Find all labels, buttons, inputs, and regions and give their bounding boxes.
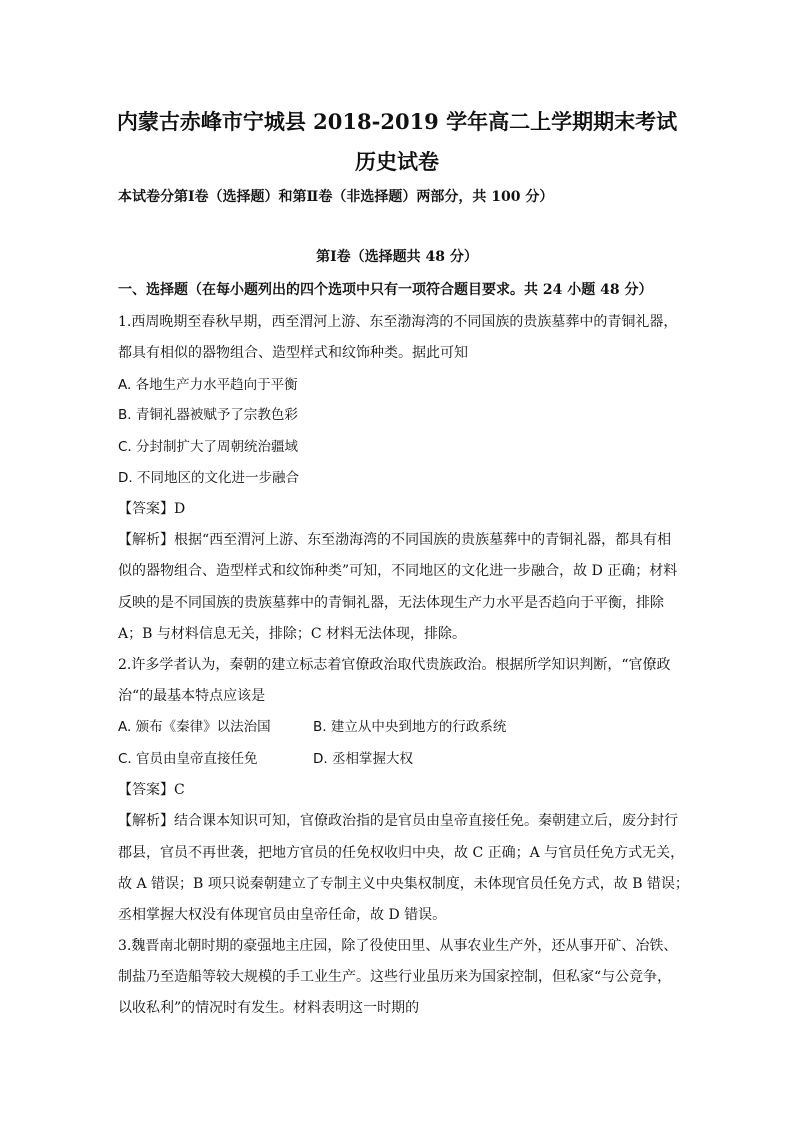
q2-option-a: A. 颁布《秦律》以法治国 [118, 719, 271, 735]
q1-analysis-line: 反映的是不同国族的贵族墓葬中的青铜礼器，无法体现生产力水平是否趋向于平衡，排除 [118, 595, 664, 611]
q2-option-d: D. 丞相掌握大权 [313, 751, 413, 767]
q1-option-d: D. 不同地区的文化进一步融合 [118, 470, 299, 486]
q1-stem-line: 1.西周晚期至春秋早期，西至渭河上游、东至渤海湾的不同国族的贵族墓葬中的青铜礼器， [118, 314, 678, 330]
exam-title: 内蒙古赤峰市宁城县 2018-2019 学年高二上学期期末考试 [116, 109, 678, 134]
q3-stem-line: 制盐乃至造船等较大规模的手工业生产。这些行业虽历来为国家控制，但私家“与公竞争， [118, 969, 672, 985]
q3-stem-line: 3.魏晋南北朝时期的豪强地主庄园，除了役使田里、从事农业生产外，还从事开矿、冶铁、 [118, 938, 678, 954]
q1-analysis-line: A；B 与材料信息无关，排除；C 材料无法体现，排除。 [118, 626, 467, 642]
q2-option-b: B. 建立从中央到地方的行政系统 [313, 719, 507, 735]
q2-analysis-line: 【解析】结合课本知识可知，官僚政治指的是官员由皇帝直接任免。秦朝建立后，废分封行 [118, 813, 678, 829]
q2-option-c: C. 官员由皇帝直接任免 [118, 751, 258, 767]
q2-analysis-line: 郡县，官员不再世袭，把地方官员的任免权收归中央，故 C 正确；A 与官员任免方式无关， [118, 845, 685, 861]
q2-stem-line: 治“的最基本特点应该是 [118, 688, 266, 704]
q1-option-b: B. 青铜礼器被赋予了宗教色彩 [118, 407, 298, 423]
q1-analysis-line: 【解析】根据“西至渭河上游、东至渤海湾的不同国族的贵族墓葬中的青铜礼器，都具有相 [118, 532, 672, 548]
q2-analysis-line: 故 A 错误；B 项只说秦朝建立了专制主义中央集权制度，未体现官员任免方式，故 B 错误； [118, 876, 689, 892]
q1-answer: 【答案】D [118, 501, 186, 517]
q2-stem-line: 2.许多学者认为，秦朝的建立标志着官僚政治取代贵族政治。根据所学知识判断，“官僚政 [118, 657, 671, 673]
q1-option-c: C. 分封制扩大了周朝统治疆域 [118, 439, 299, 455]
exam-intro: 本试卷分第Ⅰ卷（选择题）和第Ⅱ卷（非选择题）两部分，共 100 分） [118, 189, 554, 205]
q3-stem-line: 以收私利”的情况时有发生。材料表明这一时期的 [118, 1000, 420, 1016]
q1-option-a: A. 各地生产力水平趋向于平衡 [118, 377, 298, 393]
q2-answer: 【答案】C [118, 782, 185, 798]
q1-stem-line: 都具有相似的器物组合、造型样式和纹饰种类。据此可知 [118, 345, 468, 361]
section-heading: 第Ⅰ卷（选择题共 48 分） [316, 249, 478, 265]
section-instruction: 一、选择题（在每小题列出的四个选项中只有一项符合题目要求。共 24 小题 48 分） [118, 282, 653, 298]
q2-analysis-line: 丞相掌握大权没有体现官员由皇帝任命，故 D 错误。 [118, 907, 447, 923]
q1-analysis-line: 似的器物组合、造型样式和纹饰种类”可知，不同地区的文化进一步融合，故 D 正确；材料 [118, 563, 678, 579]
exam-subtitle: 历史试卷 [355, 149, 439, 174]
